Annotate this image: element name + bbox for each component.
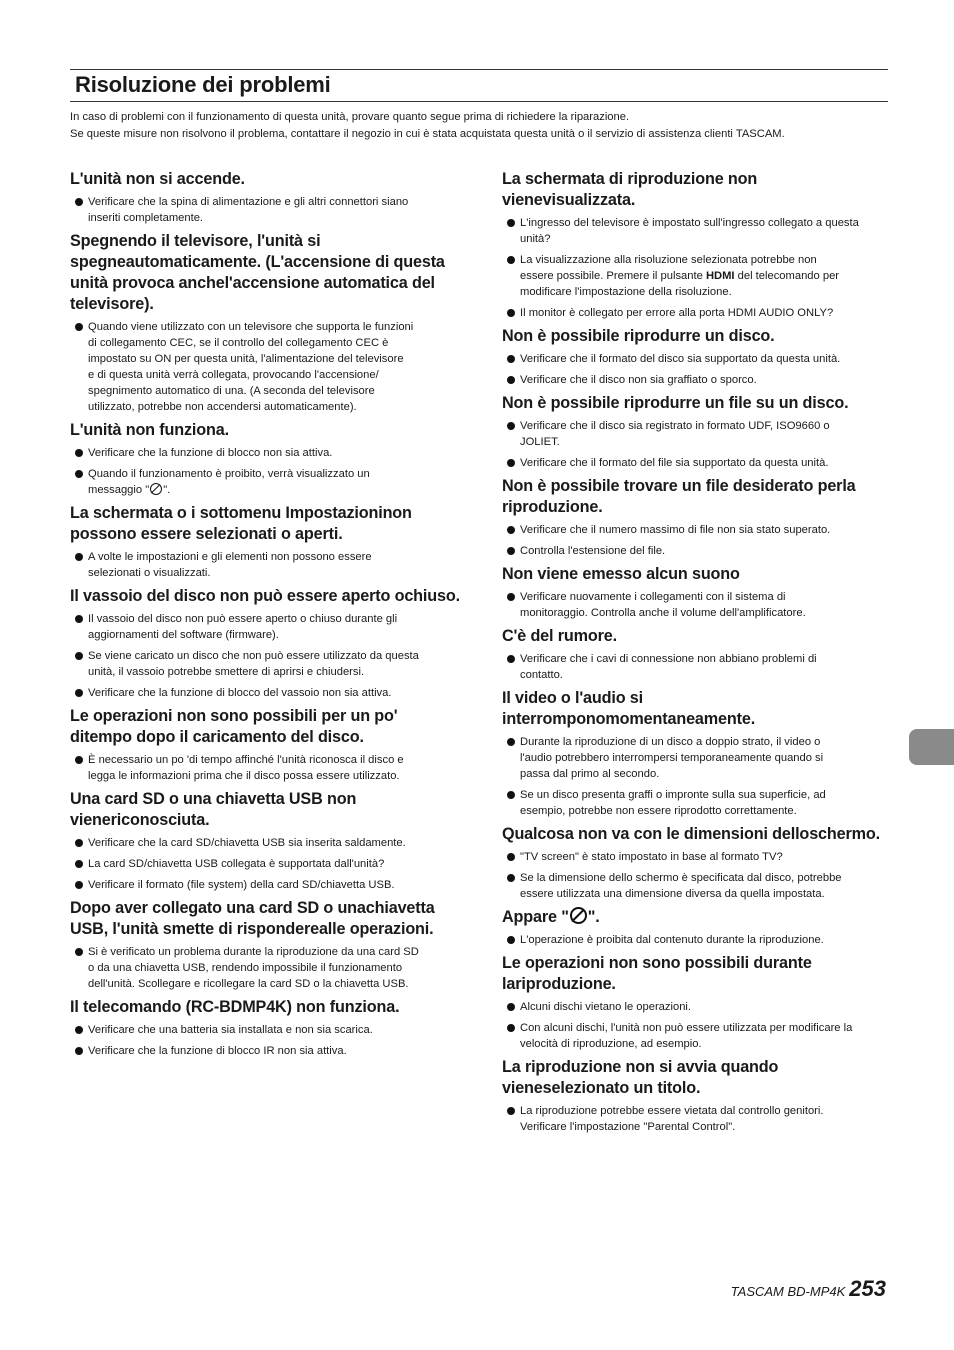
intro-text [70,109,890,143]
section-heading: La schermata o i sottomenu Impostazioninon possono essere selezionati o aperti. [70,504,412,543]
bullet-icon [507,593,515,601]
section-screen-size [502,824,892,902]
bullet-icon [507,874,515,882]
bullet-icon [507,738,515,746]
bullet-icon [507,355,515,363]
list-item: Il monitor è collegato per errore alla porta HDMI AUDIO ONLY? [502,305,892,321]
section-sd-usb-not-recognized [70,789,460,893]
section-heading: Dopo aver collegato una card SD o unachiavetta USB, l'unità smette di risponderealle operazioni. [70,899,435,938]
section-settings-menu [70,503,460,581]
section-playback-screen [502,169,892,321]
section-heading: Non viene emesso alcun suono [502,565,740,583]
list-item: Verificare il formato (file system) della card SD/chiavetta USB. [70,877,460,893]
bullet-icon [507,1003,515,1011]
bullet-icon [507,376,515,384]
section-disc-tray [70,586,460,701]
section-heading: Non è possibile riprodurre un file su un disco. [502,394,849,412]
bullet-icon [75,689,83,697]
list-item: Verificare che la funzione di blocco non sia attiva. [70,445,460,461]
bullet-icon [75,449,83,457]
prohibited-icon [150,483,162,495]
section-heading: Qualcosa non va con le dimensioni delloschermo. [502,825,880,843]
bullet-icon [507,1107,515,1115]
page-number: 253 [849,1276,886,1301]
section-heading: Il vassoio del disco non può essere aperto ochiuso. [70,587,460,605]
section-heading: Il telecomando (RC-BDMP4K) non funziona. [70,998,400,1016]
bullet-icon [75,323,83,331]
section-heading: Le operazioni non sono possibili per un po' ditempo dopo il caricamento del disco. [70,707,398,746]
bullet-icon [75,652,83,660]
hdmi-keyword: HDMI [705,270,735,282]
list-item: Se la dimensione dello schermo è specificata dal disco, potrebbe essere utilizzata una dimensione diversa da quella impostata. [502,870,892,902]
section-heading: Spegnendo il televisore, l'unità si spegneautomaticamente. (L'accensione di questa unità provoca anchel'accensione automatica del televisore). [70,232,445,313]
section-sd-usb-unresponsive [70,898,460,992]
list-item: Verificare che il formato del file sia supportato da questa unità. [502,455,892,471]
list-item: L'operazione è proibita dal contenuto durante la riproduzione. [502,932,892,948]
footer-brand: TASCAM BD-MP4K [730,1284,846,1299]
bullet-icon [507,422,515,430]
chapter-tab [909,729,954,765]
list-item: Durante la riproduzione di un disco a doppio strato, il video o l'audio potrebbero interrompersi temporaneamente quando si passa dal primo al secondo. [502,734,892,782]
list-item: La card SD/chiavetta USB collegata è supportata dall'unità? [70,856,460,872]
list-item: Verificare nuovamente i collegamenti con il sistema di monitoraggio. Controlla anche il volume dell'amplificatore. [502,589,892,621]
list-item: L'ingresso del televisore è impostato sull'ingresso collegato a questa unità? [502,215,892,247]
list-item: Se un disco presenta graffi o impronte sulla sua superficie, ad esempio, potrebbe non essere riprodotto correttamente. [502,787,892,819]
bullet-icon [75,198,83,206]
section-operations-during-playback [502,953,892,1052]
list-item: Alcuni dischi vietano le operazioni. [502,999,892,1015]
section-heading: La riproduzione non si avvia quando vieneselezionato un titolo. [502,1058,779,1097]
section-no-sound [502,564,892,621]
section-unit-not-working [70,420,460,498]
list-item: Quando viene utilizzato con un televisore che supporta le funzioni di collegamento CEC, se il controllo del collegamento CEC è impostato su ON per questa unità, l'alimentazione del televisore e di questa unità verrà collegata, provocando l'accensione/ spegnimento automatico di una. (A seconda del televisore utilizzato, potrebbe non accendersi automaticamente). [70,319,460,415]
section-heading: Non è possibile riprodurre un disco. [502,327,775,345]
list-item: Verificare che il disco sia registrato in formato UDF, ISO9660 o JOLIET. [502,418,892,450]
section-noise [502,626,892,683]
list-item: È necessario un po 'di tempo affinché l'unità riconosca il disco e legga le informazioni prima che il disco possa essere utilizzato. [70,752,460,784]
section-heading: C'è del rumore. [502,627,617,645]
intro-line: In caso di problemi con il funzionamento di questa unità, provare quanto segue prima di richiedere la riparazione. [70,111,630,123]
section-cannot-find-file [502,476,892,559]
bullet-icon [75,881,83,889]
section-title-not-starting [502,1057,892,1135]
section-after-loading-disc [70,706,460,784]
section-heading: L'unità non funziona. [70,421,229,439]
bullet-icon [75,948,83,956]
section-heading: Le operazioni non sono possibili durante lariproduzione. [502,954,812,993]
bullet-icon [75,1047,83,1055]
list-item: Verificare che la card SD/chiavetta USB sia inserita saldamente. [70,835,460,851]
section-tv-off-unit-off [70,231,460,415]
list-item: Verificare che la funzione di blocco del vassoio non sia attiva. [70,685,460,701]
list-item: Verificare che il numero massimo di file non sia stato superato. [502,522,892,538]
bullet-icon [75,756,83,764]
section-heading: Una card SD o una chiavetta USB non vienericonosciuta. [70,790,357,829]
bullet-icon [75,860,83,868]
bullet-icon [75,839,83,847]
list-item: Controlla l'estensione del file. [502,543,892,559]
list-item: Verificare che i cavi di connessione non abbiano problemi di contatto. [502,651,892,683]
bullet-icon [507,219,515,227]
page-title: Risoluzione dei problemi [75,72,331,97]
bullet-icon [507,459,515,467]
list-item: "TV screen" è stato impostato in base al formato TV? [502,849,892,865]
title-rule-bottom [70,101,888,102]
page-footer [731,1276,886,1302]
section-cannot-play-disc [502,326,892,388]
section-heading: L'unità non si accende. [70,170,245,188]
section-unit-no-power [70,169,460,226]
list-item: Se viene caricato un disco che non può essere utilizzato da questa unità, il vassoio potrebbe smettere di aprirsi e chiudersi. [70,648,460,680]
list-item: Verificare che una batteria sia installata e non sia scarica. [70,1022,460,1038]
bullet-icon [507,309,515,317]
list-item: Il vassoio del disco non può essere aperto o chiuso durante gli aggiornamenti del software (firmware). [70,611,460,643]
bullet-icon [507,256,515,264]
section-heading: La schermata di riproduzione non vienevisualizzata. [502,170,758,209]
bullet-icon [507,547,515,555]
list-item: Verificare che la spina di alimentazione e gli altri connettori siano inseriti completamente. [70,194,460,226]
section-heading: Il video o l'audio si interromponomomentaneamente. [502,689,756,728]
bullet-icon [507,1024,515,1032]
list-item: Con alcuni dischi, l'unità non può essere utilizzata per modificare la velocità di riproduzione, ad esempio. [502,1020,892,1052]
bullet-icon [507,853,515,861]
list-item: La riproduzione potrebbe essere vietata dal controllo genitori. Verificare l'impostazione "Parental Control". [502,1103,892,1135]
prohibited-icon [570,907,587,924]
bullet-icon [75,1026,83,1034]
bullet-icon [507,936,515,944]
section-av-interrupt [502,688,892,819]
list-item: A volte le impostazioni e gli elementi non possono essere selezionati o visualizzati. [70,549,460,581]
list-item: Si è verificato un problema durante la riproduzione da una card SD o da una chiavetta USB, rendendo impossibile il funzionamento dell'unità. Scollegare e ricollegare la card SD o la chiavetta USB. [70,944,460,992]
section-remote-not-working [70,997,460,1059]
left-column [70,169,460,1065]
section-cannot-play-file [502,393,892,471]
list-item: La visualizzazione alla risoluzione selezionata potrebbe non essere possibile. Premere il pulsante HDMI del telecomando per modificare l'impostazione della risoluzione. [502,252,892,300]
bullet-icon [507,526,515,534]
bullet-icon [75,470,83,478]
list-item: Verificare che il formato del disco sia supportato da questa unità. [502,351,892,367]
section-heading: Non è possibile trovare un file desiderato perla riproduzione. [502,477,856,516]
right-column [502,169,892,1141]
list-item: Quando il funzionamento è proibito, verrà visualizzato un messaggio " ". [70,466,460,498]
list-item: Verificare che la funzione di blocco IR non sia attiva. [70,1043,460,1059]
section-prohibited-appears [502,907,892,948]
bullet-icon [507,655,515,663]
bullet-icon [507,791,515,799]
intro-line: Se queste misure non risolvono il problema, contattare il negozio in cui è stata acquistata questa unità o il servizio di assistenza clienti TASCAM. [70,128,785,140]
bullet-icon [75,615,83,623]
list-item: Verificare che il disco non sia graffiato o sporco. [502,372,892,388]
bullet-icon [75,553,83,561]
section-heading: Appare " ". [502,908,600,926]
